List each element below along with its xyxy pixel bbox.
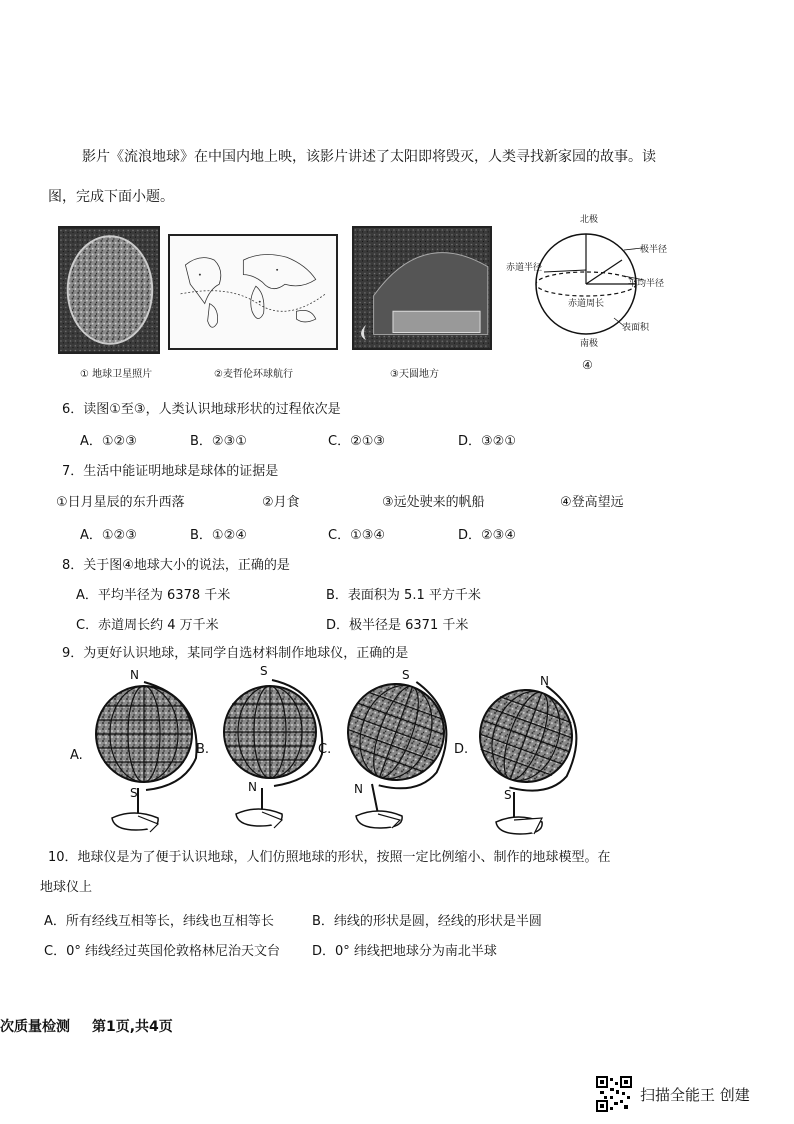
q10-option-c[interactable]: C．0° 纬线经过英国伦敦格林尼治天文台 — [44, 944, 280, 959]
globe-b[interactable] — [210, 662, 330, 830]
globe-b-bottom-label: N — [248, 780, 257, 794]
q6-option-c[interactable]: C．②①③ — [328, 434, 386, 449]
globe-b-top-label: S — [260, 664, 268, 678]
intro-line-1: 影片《流浪地球》在中国内地上映，该影片讲述了太阳即将毁灭，人类寻找新家园的故事。读 — [82, 149, 656, 165]
q8-option-c[interactable]: C．赤道周长约 4 万千米 — [76, 618, 219, 633]
q7-item-1: ①日月星辰的东升西落 — [56, 495, 185, 510]
globe-icon — [84, 668, 204, 836]
q7-item-2: ②月食 — [262, 495, 300, 510]
q6-option-a[interactable]: A．①②③ — [80, 434, 137, 449]
globe-icon — [470, 670, 590, 838]
globe-a[interactable] — [84, 668, 204, 836]
world-map-illustration — [170, 236, 336, 348]
footer-exam-label: 次质量检测 — [0, 1019, 70, 1035]
q7-option-b[interactable]: B．①②④ — [190, 528, 247, 543]
globe-a-bottom-label: S — [130, 786, 138, 800]
globe-icon — [336, 664, 456, 832]
q9-option-b[interactable]: B. — [196, 742, 210, 757]
label-equator-length: 赤道周长 — [568, 299, 605, 309]
q10-option-d[interactable]: D．0° 纬线把地球分为南北半球 — [312, 944, 497, 959]
q7-item-3: ③远处驶来的帆船 — [382, 495, 485, 510]
figure-4-caption: ④ — [582, 358, 593, 372]
q7-item-4: ④登高望远 — [560, 495, 624, 510]
label-equator-radius: 赤道半径 — [506, 263, 543, 273]
globe-d-top-label: N — [540, 674, 549, 688]
figure-4-earth-size-diagram — [504, 210, 670, 354]
scanner-watermark: 扫描全能王 创建 — [640, 1086, 750, 1104]
q7-option-c[interactable]: C．①③④ — [328, 528, 386, 543]
label-south-pole: 南极 — [580, 339, 599, 349]
q8-stem: 8．关于图④地球大小的说法，正确的是 — [62, 558, 290, 573]
q6-option-d[interactable]: D．③②① — [458, 434, 516, 449]
footer-page-number: 第1页,共4页 — [92, 1019, 173, 1035]
q9-option-d[interactable]: D. — [454, 742, 469, 757]
globe-a-top-label: N — [130, 668, 139, 682]
q8-option-a[interactable]: A．平均半径为 6378 千米 — [76, 588, 231, 603]
globe-c[interactable] — [336, 664, 456, 832]
q10-stem-line-2: 地球仪上 — [40, 880, 93, 895]
q9-stem: 9．为更好认识地球，某同学自选材料制作地球仪，正确的是 — [62, 646, 409, 661]
dome-illustration — [354, 228, 490, 348]
label-mean-radius: 平均半径 — [628, 279, 665, 289]
label-surface-area: 表面积 — [622, 323, 650, 333]
q8-option-b[interactable]: B．表面积为 5.1 平方千米 — [326, 588, 481, 603]
q7-option-a[interactable]: A．①②③ — [80, 528, 137, 543]
intro-line-2: 图，完成下面小题。 — [48, 189, 174, 205]
label-polar-radius: 极半径 — [640, 245, 668, 255]
globe-c-top-label: S — [402, 668, 410, 682]
figure-1-satellite-photo — [58, 226, 160, 354]
globe-c-bottom-label: N — [354, 782, 363, 796]
label-north-pole: 北极 — [580, 215, 599, 225]
qr-code-icon — [596, 1076, 632, 1112]
figure-3-caption: ③天圆地方 — [390, 369, 439, 380]
globe-d-bottom-label: S — [504, 788, 512, 802]
figure-2-caption: ②麦哲伦环球航行 — [214, 369, 293, 380]
q10-option-a[interactable]: A．所有经线互相等长，纬线也互相等长 — [44, 914, 274, 929]
earth-photo-illustration — [60, 228, 158, 352]
figure-2-magellan-map — [168, 234, 338, 350]
q10-option-b[interactable]: B．纬线的形状是圆，经线的形状是半圆 — [312, 914, 542, 929]
q9-option-a[interactable]: A. — [70, 748, 83, 763]
q7-stem: 7．生活中能证明地球是球体的证据是 — [62, 464, 279, 479]
figure-1-caption: ① 地球卫星照片 — [80, 369, 153, 380]
q7-option-d[interactable]: D．②③④ — [458, 528, 516, 543]
figure-3-round-heaven-square-earth — [352, 226, 492, 350]
q8-option-d[interactable]: D．极半径是 6371 千米 — [326, 618, 469, 633]
globe-icon — [210, 662, 330, 830]
globe-d[interactable] — [470, 670, 590, 838]
q10-stem-line-1: 10．地球仪是为了便于认识地球，人们仿照地球的形状，按照一定比例缩小、制作的地球模型。在 — [48, 850, 611, 865]
q6-stem: 6．读图①至③，人类认识地球形状的过程依次是 — [62, 402, 341, 417]
q6-option-b[interactable]: B．②③① — [190, 434, 247, 449]
q9-option-c[interactable]: C. — [318, 742, 332, 757]
